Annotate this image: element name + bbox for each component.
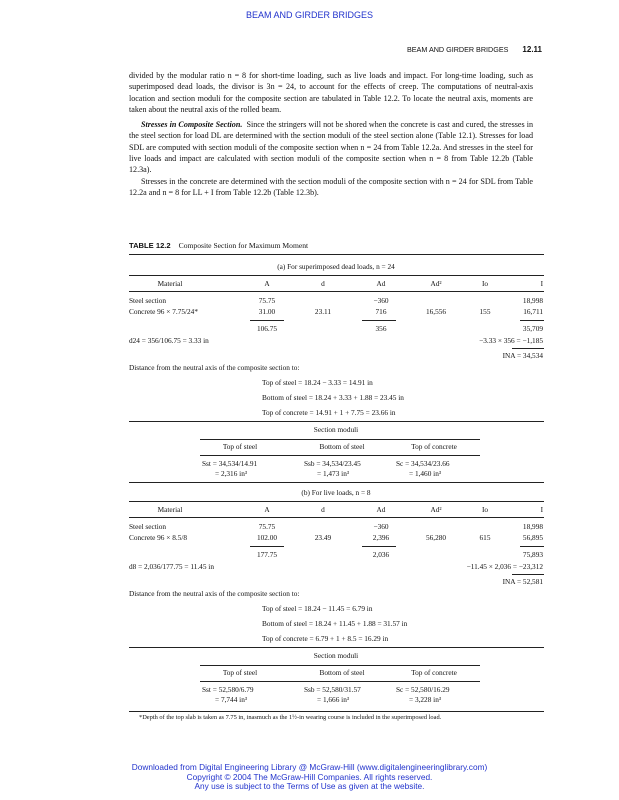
moduli-header: Top of steel bbox=[222, 668, 258, 677]
distance-line: Bottom of steel = 18.24 + 3.33 + 1.88 = 23.45 in bbox=[262, 393, 404, 402]
header-top-rule bbox=[129, 275, 544, 276]
moduli-header-top-rule bbox=[200, 439, 480, 440]
total-cell: 106.75 bbox=[256, 324, 278, 333]
moduli-header-bottom-rule bbox=[200, 455, 480, 456]
column-header: d bbox=[321, 279, 325, 288]
running-head bbox=[407, 45, 542, 54]
column-header: A bbox=[264, 279, 270, 288]
table-cell: 18,998 bbox=[522, 296, 543, 305]
table-cell: 56,895 bbox=[522, 533, 543, 542]
table-cell: 23.11 bbox=[314, 307, 332, 316]
footer-line-3: Any use is subject to the Terms of Use as given at the website. bbox=[194, 781, 425, 792]
moduli-header: Bottom of steel bbox=[319, 668, 365, 677]
subtotal-rule-i bbox=[520, 320, 544, 321]
page-number: 12.11 bbox=[522, 45, 542, 54]
subtotal-rule-i bbox=[520, 546, 544, 547]
moduli-header: Top of steel bbox=[222, 442, 258, 451]
moduli-result: = 7,744 in³ bbox=[215, 695, 248, 704]
moduli-result: = 1,666 in³ bbox=[317, 695, 350, 704]
paragraph-3: Stresses in the concrete are determined with the section moduli of the composite section with n = 24 for SDL from Table 12.2a and n = 8 for LL + I from Table 12.2b (Table 12.3b). bbox=[129, 176, 533, 197]
column-header: Material bbox=[157, 505, 183, 514]
running-head-title: BEAM AND GIRDER BRIDGES bbox=[406, 45, 509, 54]
moment-of-inertia: INA = 34,534 bbox=[502, 351, 543, 360]
table-cell: Concrete 96 × 8.5/8 bbox=[129, 533, 188, 542]
page-footer bbox=[0, 763, 619, 792]
table-cell: 18,998 bbox=[522, 522, 543, 531]
footer-line-2: Copyright © 2004 The McGraw-Hill Companies. All rights reserved. bbox=[186, 771, 433, 782]
header-top-rule bbox=[129, 501, 544, 502]
distance-line: Top of steel = 18.24 − 3.33 = 14.91 in bbox=[262, 378, 373, 387]
subtotal-rule-a bbox=[250, 320, 284, 321]
table-cell: 155 bbox=[479, 307, 491, 316]
table-cell: Steel section bbox=[129, 296, 167, 305]
table-cell: 23.49 bbox=[314, 533, 332, 542]
subtotal-rule-ad bbox=[362, 546, 396, 547]
total-cell: 35,709 bbox=[522, 324, 543, 333]
table-label: TABLE 12.2 bbox=[129, 241, 171, 250]
total-cell: 356 bbox=[375, 324, 387, 333]
moment-of-inertia: INA = 52,581 bbox=[502, 577, 543, 586]
moduli-header: Top of concrete bbox=[411, 668, 457, 677]
moment-correction: −3.33 × 356 = −1,185 bbox=[479, 336, 543, 345]
moduli-header-top-rule bbox=[200, 665, 480, 666]
moduli-value: Sc = 34,534/23.66 bbox=[396, 459, 450, 468]
body-text bbox=[129, 70, 533, 198]
table-cell: 75.75 bbox=[258, 522, 276, 531]
moment-correction: −11.45 × 2,036 = −23,312 bbox=[466, 562, 543, 571]
moduli-value: Ssb = 52,580/31.57 bbox=[304, 685, 361, 694]
column-header: Ad² bbox=[430, 505, 442, 514]
distance-line: Top of steel = 18.24 − 11.45 = 6.79 in bbox=[262, 604, 373, 613]
moduli-title: Section moduli bbox=[313, 425, 359, 434]
table-cell: −360 bbox=[373, 296, 389, 305]
footer-line-1: Downloaded from Digital Engineering Library @ McGraw-Hill (www.digitalengineeringlibrary.com) bbox=[131, 762, 488, 772]
total-cell: 75,893 bbox=[522, 550, 543, 559]
table-title bbox=[129, 241, 308, 250]
subtotal-rule-a bbox=[250, 546, 284, 547]
column-header: Ad bbox=[376, 279, 386, 288]
part-separator-rule bbox=[129, 482, 544, 483]
table-footnote: *Depth of the top slab is taken as 7.75 in, inasmuch as the 1½-in wearing course is included in the superimposed load. bbox=[139, 714, 442, 721]
part-title: (a) For superimposed dead loads, n = 24 bbox=[277, 262, 395, 271]
table-bottom-rule bbox=[129, 711, 544, 712]
moduli-header-bottom-rule bbox=[200, 681, 480, 682]
moduli-value: Sst = 34,534/14.91 bbox=[202, 459, 258, 468]
paragraph-2-heading: Stresses in Composite Section. bbox=[141, 120, 243, 130]
table-cell: 75.75 bbox=[258, 296, 276, 305]
table-cell: Concrete 96 × 7.75/24* bbox=[129, 307, 198, 316]
distance-line: Bottom of steel = 18.24 + 11.45 + 1.88 = 31.57 in bbox=[262, 619, 408, 628]
column-header: I bbox=[540, 279, 543, 288]
table-cell: Steel section bbox=[129, 522, 167, 531]
part-title: (b) For live loads, n = 8 bbox=[301, 488, 371, 497]
column-header: Ad bbox=[376, 505, 386, 514]
moduli-result: = 2,316 in³ bbox=[215, 469, 248, 478]
table-cell: 102.00 bbox=[256, 533, 278, 542]
paragraph-2-text: Since the stringers will not be shored when the concrete is cast and cured, the stresses in the steel section for load DL are determined with the section moduli of the steel section alone (Table 12.1). Stresses for load SDL are computed with section moduli of the composite section when n = 24 from Table 12.2a. And stresses in the steel for live loads and impact are calculated with section moduli of the composite section when n = 8 from Table 12.2b (Table 12.3a). bbox=[129, 120, 533, 175]
column-header: Ad² bbox=[430, 279, 442, 288]
page-banner: BEAM AND GIRDER BRIDGES bbox=[245, 10, 374, 20]
table-caption: Composite Section for Maximum Moment bbox=[178, 241, 309, 250]
distance-line: Top of concrete = 6.79 + 1 + 8.5 = 16.29 in bbox=[262, 634, 389, 643]
paragraph-1: divided by the modular ratio n = 8 for short-time loading, such as live loads and impact. For long-time loading, such as superimposed dead loads, the divisor is 3n = 24, to account for the effects of creep. The computations of neutral-axis location and section moduli for the composite section are tabulated in Table 12.2. To locate the neutral axis, moments are taken about the neutral axis of the rolled beam. bbox=[129, 71, 533, 114]
moduli-title: Section moduli bbox=[313, 651, 359, 660]
table-top-rule bbox=[129, 254, 544, 255]
moduli-header: Top of concrete bbox=[411, 442, 457, 451]
header-bottom-rule bbox=[129, 291, 544, 292]
table-cell: 16,556 bbox=[425, 307, 447, 316]
table-cell: 2,396 bbox=[372, 533, 390, 542]
subtotal-rule-ad bbox=[362, 320, 396, 321]
table-cell: 31.00 bbox=[258, 307, 276, 316]
paragraph-2 bbox=[129, 119, 533, 175]
distance-heading: Distance from the neutral axis of the composite section to: bbox=[129, 363, 300, 372]
total-cell: 2,036 bbox=[372, 550, 390, 559]
moduli-top-rule bbox=[129, 421, 544, 422]
table-cell: 716 bbox=[375, 307, 387, 316]
table-cell: −360 bbox=[373, 522, 389, 531]
correction-rule bbox=[512, 574, 544, 575]
table-cell: 16,711 bbox=[523, 307, 543, 316]
column-header: I bbox=[540, 505, 543, 514]
moduli-result: = 3,228 in³ bbox=[409, 695, 442, 704]
moduli-top-rule bbox=[129, 647, 544, 648]
neutral-axis-offset: d8 = 2,036/177.75 = 11.45 in bbox=[129, 562, 214, 571]
column-header: Io bbox=[481, 279, 489, 288]
table-cell: 615 bbox=[479, 533, 491, 542]
column-header: Io bbox=[481, 505, 489, 514]
moduli-result: = 1,473 in³ bbox=[317, 469, 350, 478]
moduli-value: Sc = 52,580/16.29 bbox=[396, 685, 450, 694]
distance-heading: Distance from the neutral axis of the composite section to: bbox=[129, 589, 300, 598]
neutral-axis-offset: d24 = 356/106.75 = 3.33 in bbox=[129, 336, 209, 345]
moduli-result: = 1,460 in³ bbox=[409, 469, 442, 478]
header-bottom-rule bbox=[129, 517, 544, 518]
total-cell: 177.75 bbox=[256, 550, 278, 559]
distance-line: Top of concrete = 14.91 + 1 + 7.75 = 23.66 in bbox=[262, 408, 396, 417]
moduli-value: Sst = 52,580/6.79 bbox=[202, 685, 254, 694]
column-header: d bbox=[321, 505, 325, 514]
column-header: Material bbox=[157, 279, 183, 288]
table-cell: 56,280 bbox=[425, 533, 447, 542]
column-header: A bbox=[264, 505, 270, 514]
moduli-header: Bottom of steel bbox=[319, 442, 365, 451]
correction-rule bbox=[512, 348, 544, 349]
moduli-value: Ssb = 34,534/23.45 bbox=[304, 459, 361, 468]
